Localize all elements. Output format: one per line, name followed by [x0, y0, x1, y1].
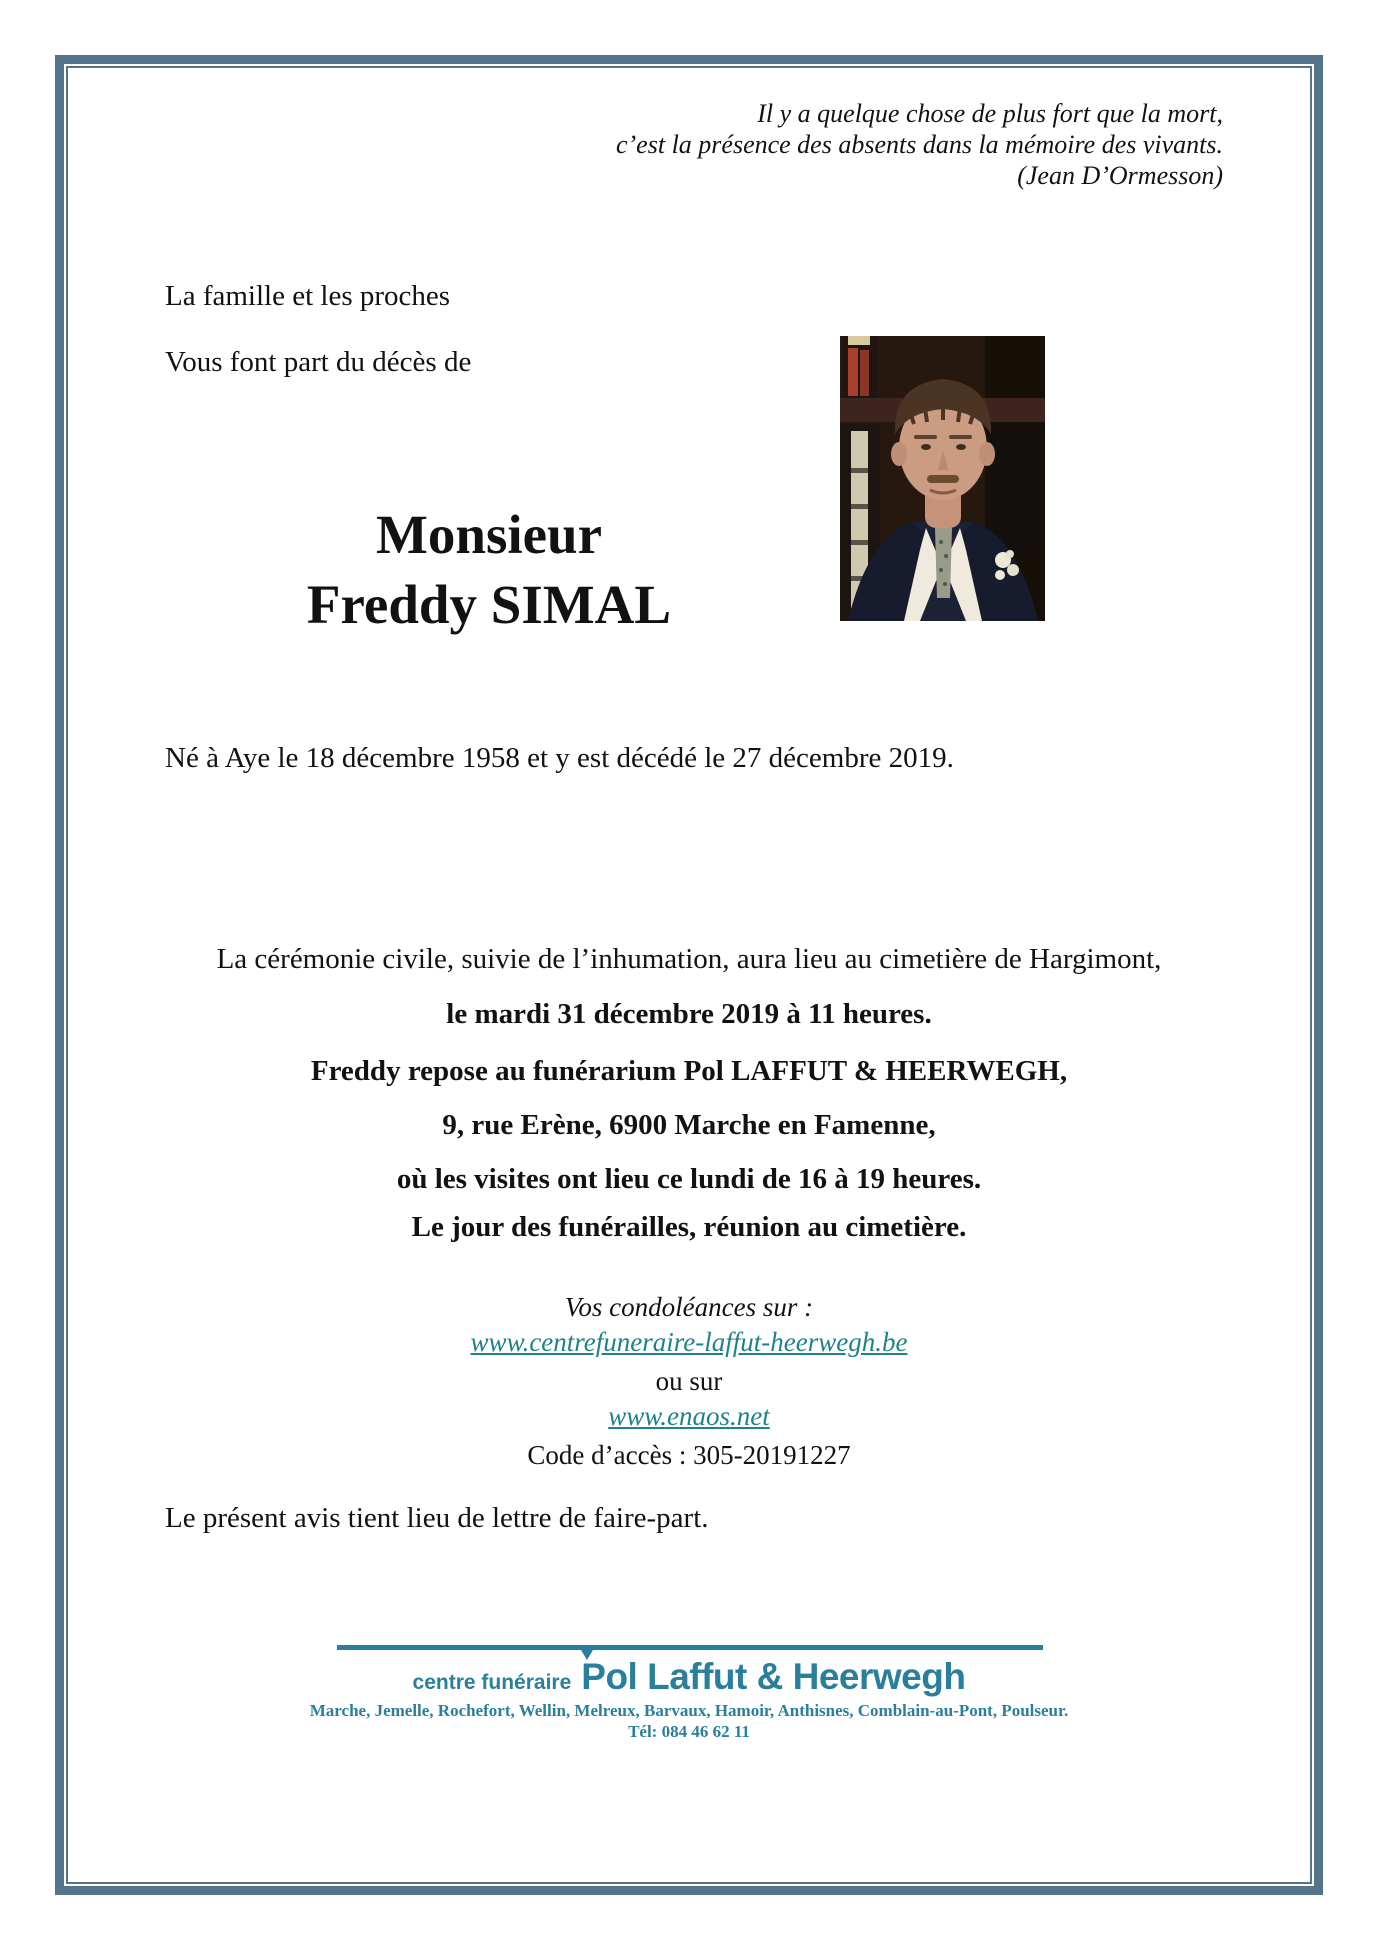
ceremony-line-1: La cérémonie civile, suivie de l’inhumation, aura lieu au cimetière de Hargimont,: [216, 943, 1162, 975]
quote-line-1: Il y a quelque chose de plus fort que la mort,: [757, 99, 1223, 128]
funeral-home-logo: [0, 1656, 1378, 1698]
quote-attribution: (Jean D’Ormesson): [1017, 161, 1223, 190]
life-dates-line: Né à Aye le 18 décembre 1958 et y est décédé le 27 décembre 2019.: [165, 742, 954, 774]
notice-line: Le présent avis tient lieu de lettre de faire-part.: [165, 1502, 709, 1534]
deceased-name: Freddy SIMAL: [306, 574, 672, 635]
deceased-name-block: [69, 500, 909, 640]
ceremony-line-2: le mardi 31 décembre 2019 à 11 heures.: [446, 998, 932, 1030]
portrait-photo-illustration: [840, 336, 1045, 621]
brand-name: [581, 1656, 965, 1698]
ceremony-block: [0, 932, 1378, 1042]
repose-line-2: 9, rue Erène, 6900 Marche en Famenne,: [442, 1109, 936, 1141]
footer-divider: [337, 1645, 1043, 1650]
deceased-title: Monsieur: [375, 504, 603, 565]
family-line: La famille et les proches: [165, 280, 451, 312]
portrait-photo: [840, 336, 1045, 621]
brand-name-text: Pol Laffut & Heerwegh: [581, 1656, 966, 1697]
condolence-link-2[interactable]: www.enaos.net: [608, 1401, 770, 1431]
repose-block: [0, 1044, 1378, 1206]
repose-line-3: où les visites ont lieu ce lundi de 16 à 19 heures.: [396, 1163, 982, 1195]
condolences-intro: Vos condoléances sur :: [564, 1292, 814, 1322]
condolence-link-1[interactable]: www.centrefuneraire-laffut-heerwegh.be: [470, 1327, 908, 1357]
triangle-down-icon: [578, 1645, 596, 1660]
condolences-or-text: ou sur: [655, 1366, 723, 1396]
funeral-day-line: Le jour des funérailles, réunion au cimetière.: [411, 1211, 967, 1243]
quote-line-2: c’est la présence des absents dans la mémoire des vivants.: [615, 130, 1223, 159]
footer-phone: Tél: 084 46 62 11: [628, 1722, 750, 1741]
quote-block: [616, 98, 1223, 191]
access-code-line: Code d’accès : 305-20191227: [527, 1440, 851, 1470]
announcement-line: Vous font part du décès de: [165, 346, 472, 378]
footer-locations: Marche, Jemelle, Rochefort, Wellin, Melreux, Barvaux, Hamoir, Anthisnes, Comblain-au-Pont, Poulseur.: [309, 1701, 1069, 1720]
condolences-block: [0, 1290, 1378, 1473]
brand-prefix: centre funéraire: [412, 1671, 572, 1694]
repose-line-1: Freddy repose au funérarium Pol LAFFUT & HEERWEGH,: [310, 1055, 1068, 1087]
